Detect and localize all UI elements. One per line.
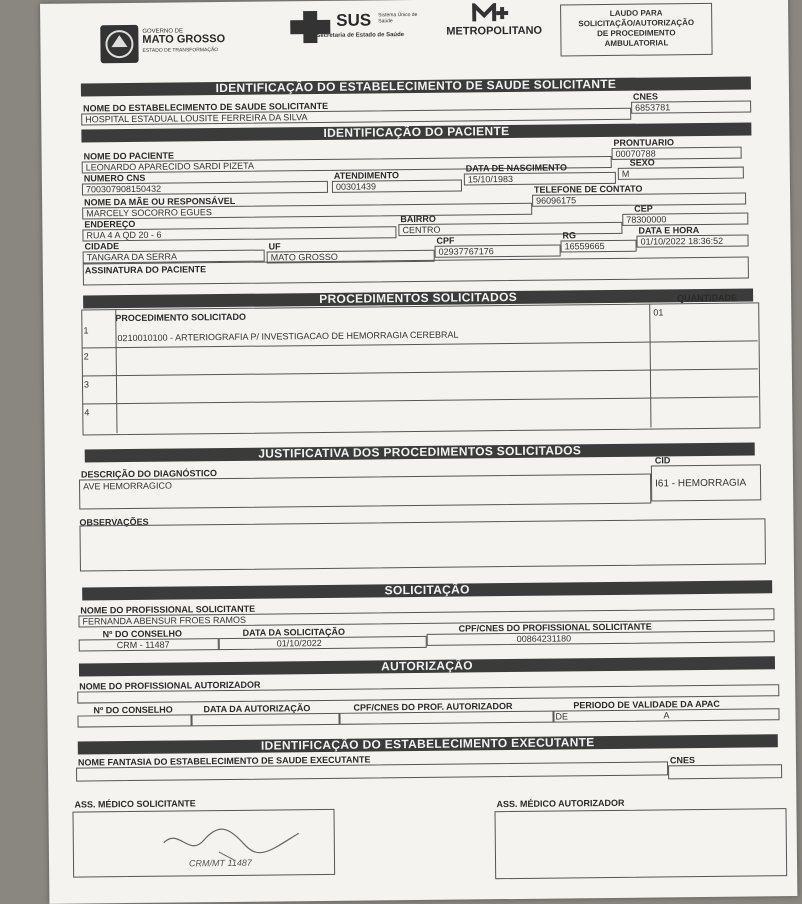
solicitante-data-field <box>219 636 427 650</box>
executante-cnes-field <box>668 764 782 779</box>
solicitante-conselho-value: CRM - 11487 <box>116 639 170 651</box>
paciente-bairro-value: CENTRO <box>402 224 441 236</box>
paciente-sexo-value: M <box>621 168 630 179</box>
signature-stamp-crm: CRM/MT 11487 <box>188 857 252 869</box>
solicitante-cpf-label: CPF/CNES DO PROFISSIONAL SOLICITANTE <box>458 621 652 634</box>
estab-nome-label: NOME DO ESTABELECIMENTO DE SAUDE SOLICITANTE <box>83 100 329 114</box>
procedimento-label: PROCEDIMENTO SOLICITADO <box>115 311 247 324</box>
autorizador-data-label: DATA DA AUTORIZAÇÃO <box>203 703 311 715</box>
solicitante-prof-label: NOME DO PROFISSIONAL SOLICITANTE <box>80 603 256 616</box>
estab-cnes-label: CNES <box>632 91 659 102</box>
procedimento-row-2-num: 2 <box>83 351 89 362</box>
executante-nome-label: NOME FANTASIA DO ESTABELECIMENTO DE SAUDE EXECUTANTE <box>77 754 371 768</box>
paciente-cidade-value: TANGARA DA SERRA <box>86 251 178 263</box>
paciente-datahora-value: 01/10/2022 18:36:52 <box>640 235 724 247</box>
paciente-uf-value: MATO GROSSO <box>270 251 338 263</box>
estab-nome-value: HOSPITAL ESTADUAL LOUSITE FERREIRA DA SILVA <box>85 112 308 125</box>
mato-grosso-logo <box>100 25 138 63</box>
diagnostico-value: AVE HEMORRAGICO <box>83 480 172 492</box>
sus-sistema-text: Sistema Único de Saúde <box>378 11 418 25</box>
procedimento-row-4-num: 4 <box>84 407 90 418</box>
solicitante-data-label: DATA DA SOLICITAÇÃO <box>242 626 345 638</box>
executante-cnes-label: CNES <box>669 755 696 766</box>
procedimento-row-1-qtd: 01 <box>653 307 664 318</box>
autorizador-conselho-field <box>77 714 191 727</box>
paciente-sexo-field <box>618 167 744 180</box>
solicitante-cpf-value: 00864231180 <box>516 633 572 644</box>
paciente-uf-label: UF <box>268 241 281 252</box>
mt-small-text: GOVERNO DE <box>142 28 184 35</box>
ass-autorizador-label: ASS. MÉDICO AUTORIZADOR <box>496 797 625 810</box>
paciente-endereco-value: RUA 4 A QD 20 - 6 <box>86 229 162 241</box>
paciente-prontuario-label: PRONTUARIO <box>613 137 675 148</box>
procedimento-row-1-num: 1 <box>83 325 89 336</box>
cid-label: CID <box>654 455 671 466</box>
paciente-bairro-label: BAIRRO <box>400 213 436 225</box>
paciente-atendimento-label: ATENDIMENTO <box>333 170 400 181</box>
periodo-de-label: DE <box>555 711 569 722</box>
autorizador-periodo-label: PERIODO DE VALIDADE DA APAC <box>573 698 720 711</box>
paciente-endereco-label: ENDEREÇO <box>84 218 136 230</box>
sus-secretaria-text: Secretaria de Estado de Saúde <box>316 32 405 40</box>
metropolitano-logo-text: METROPOLITANO <box>446 24 543 38</box>
diagnostico-label: DESCRIÇÃO DO DIAGNÓSTICO <box>80 468 218 480</box>
section-justificativa-header: JUSTIFICATIVA DOS PROCEDIMENTOS SOLICITADOS <box>85 442 755 462</box>
form-title-line-2: SOLICITAÇÃO/AUTORIZAÇÃO <box>578 18 695 29</box>
paciente-rg-value: 16559665 <box>564 241 605 252</box>
paciente-mae-label: NOME DA MÃE OU RESPONSÁVEL <box>84 195 236 208</box>
solicitante-prof-value: FERNANDA ABENSUR FROES RAMOS <box>82 614 247 627</box>
paciente-cpf-label: CPF <box>436 235 455 246</box>
paciente-assinatura-label: ASSINATURA DO PACIENTE <box>84 264 207 276</box>
section-paciente-header: IDENTIFICAÇÃO DO PACIENTE <box>81 122 751 142</box>
diagnostico-field <box>79 474 651 510</box>
paciente-sexo-label: SEXO <box>629 157 655 168</box>
paciente-cep-value: 78300000 <box>626 214 667 225</box>
estab-cnes-value: 6853781 <box>635 102 671 113</box>
section-estab-solicitante-header: IDENTIFICAÇÃO DO ESTABELECIMENTO DE SAUDE SOLICITANTE <box>81 76 751 96</box>
paciente-cidade-label: CIDADE <box>84 241 120 252</box>
paciente-telefone-label: TELEFONE DE CONTATO <box>533 183 643 195</box>
section-autorizacao-header: AUTORIZAÇÃO <box>79 656 775 676</box>
form-title-box <box>560 3 713 57</box>
paciente-atendimento-value: 00301439 <box>335 181 377 192</box>
procedimento-row-3-num: 3 <box>83 379 90 390</box>
paciente-nome-label: NOME DO PACIENTE <box>83 150 175 162</box>
form-paper <box>40 0 797 904</box>
sus-logo-text: SUS <box>336 10 372 30</box>
section-procedimentos-header: PROCEDIMENTOS SOLICITADOS <box>83 288 753 308</box>
paciente-cns-label: NUMERO CNS <box>83 172 146 184</box>
ass-solicitante-label: ASS. MÉDICO SOLICITANTE <box>74 798 196 810</box>
paciente-prontuario-value: 00070788 <box>615 148 656 159</box>
quantidade-label: QUANTIDADE <box>677 292 738 304</box>
solicitante-conselho-label: Nº DO CONSELHO <box>102 628 182 640</box>
sus-cross-icon <box>288 9 332 50</box>
autorizador-cpf-field <box>339 711 553 725</box>
form-title-line-3: DE PROCEDIMENTO <box>597 28 676 39</box>
solicitante-data-value: 01/10/2022 <box>276 638 322 649</box>
paciente-cep-label: CEP <box>634 203 653 214</box>
paciente-nascimento-label: DATA DE NASCIMENTO <box>465 162 567 174</box>
autorizador-cpf-label: CPF/CNES DO PROF. AUTORIZADOR <box>353 701 513 713</box>
autorizador-prof-label: NOME DO PROFISSIONAL AUTORIZADOR <box>79 679 261 692</box>
ass-autorizador-box <box>494 808 787 879</box>
paciente-mae-value: MARCELY SOCORRO EGUES <box>86 207 212 219</box>
periodo-a-label: A <box>663 710 670 721</box>
paciente-cpf-value: 02937767176 <box>438 246 494 257</box>
autorizador-conselho-label: Nº DO CONSELHO <box>93 704 173 716</box>
paciente-nome-value: LEONARDO APARECIDO SARDI PIZETA <box>85 160 254 173</box>
form-title-line-1: LAUDO PARA <box>609 8 663 18</box>
paciente-telefone-value: 96096175 <box>536 195 577 206</box>
autorizador-data-field <box>191 713 339 727</box>
section-executante-header: IDENTIFICAÇÃO DO ESTABELECIMENTO EXECUTANTE <box>78 734 778 754</box>
section-solicitacao-header: SOLICITAÇÃO <box>82 580 772 600</box>
mt-name: MATO GROSSO <box>142 32 226 46</box>
observacoes-field <box>79 518 765 571</box>
cid-value: I61 - HEMORRAGIA <box>655 477 747 490</box>
observacoes-label: OBSERVAÇÕES <box>79 516 149 528</box>
solicitante-cpf-field <box>427 630 775 646</box>
paciente-nascimento-value: 15/10/1983 <box>467 173 513 185</box>
mt-sub-text: ESTADO DE TRANSFORMAÇÃO <box>142 47 219 54</box>
paciente-rg-label: RG <box>562 230 577 241</box>
procedimento-row-1-desc: 0210010100 - ARTERIOGRAFIA P/ INVESTIGACAO DE HEMORRAGIA CEREBRAL <box>117 329 459 344</box>
paciente-cns-value: 700307908150432 <box>85 183 162 195</box>
paciente-datahora-label: DATA E HORA <box>638 225 700 236</box>
form-title-line-4: AMBULATORIAL <box>604 38 669 49</box>
